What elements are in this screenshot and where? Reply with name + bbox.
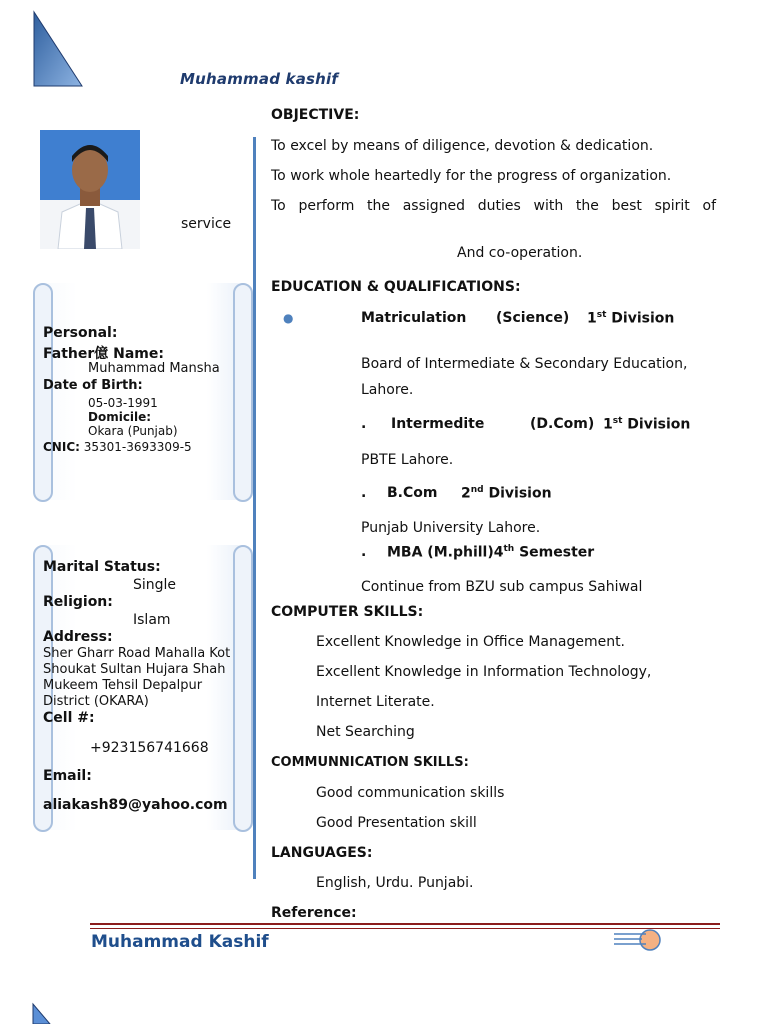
domicile-value: Okara (Punjab) — [88, 424, 178, 438]
edu-item-stream: (D.Com) — [530, 416, 595, 432]
edu-item-division: 1st Division — [587, 310, 675, 327]
edu-item-division: 2nd Division — [461, 485, 552, 502]
education-heading: EDUCATION & QUALIFICATIONS: — [271, 279, 521, 295]
communication-heading: COMMUNNICATION SKILLS: — [271, 755, 469, 770]
edu-item-division: 1st Division — [603, 416, 691, 433]
scroll-curl-right — [233, 545, 253, 832]
address-line: Shoukat Sultan Hujara Shah — [43, 662, 226, 677]
cnic-value: 35301-3693309-5 — [83, 440, 192, 454]
marital-label: Marital Status: — [43, 559, 161, 575]
computer-skill: Net Searching — [316, 724, 415, 740]
personal-heading: Personal: — [43, 325, 118, 341]
scroll-curl-right — [233, 283, 253, 502]
corner-triangle-decoration — [32, 10, 84, 88]
religion-label: Religion: — [43, 594, 113, 610]
bullet-dot: . — [361, 485, 367, 501]
computer-skill: Excellent Knowledge in Office Management. — [316, 634, 626, 650]
cnic-row — [43, 440, 192, 454]
vertical-divider — [253, 137, 256, 879]
edu-item-title: MBA (M.phill)4th Semester — [387, 544, 595, 561]
cell-label: Cell #: — [43, 710, 95, 726]
cell-value: +923156741668 — [90, 740, 209, 756]
communication-skill: Good communication skills — [316, 785, 505, 801]
edu-item-title: Intermedite — [391, 416, 485, 432]
computer-heading: COMPUTER SKILLS: — [271, 604, 424, 620]
communication-skill: Good Presentation skill — [316, 815, 477, 831]
footer-logo-icon — [612, 928, 662, 952]
bullet-dot: . — [361, 544, 367, 560]
footer-name: Muhammad Kashif — [91, 932, 269, 952]
address-line: Mukeem Tehsil Depalpur — [43, 678, 203, 693]
edu-item-institution: Punjab University Lahore. — [361, 520, 541, 536]
address-label: Address: — [43, 629, 113, 645]
edu-item-institution: Lahore. — [361, 382, 414, 398]
computer-skill: Internet Literate. — [316, 694, 435, 710]
edu-item-institution: PBTE Lahore. — [361, 452, 454, 468]
email-value[interactable]: aliakash89@yahoo.com — [43, 797, 228, 813]
objective-line: To work whole heartedly for the progress of organization. — [271, 168, 672, 184]
photo-caption: service — [181, 216, 232, 232]
edu-item-institution: Board of Intermediate & Secondary Education, — [361, 356, 688, 372]
domicile-label: Domicile: — [88, 410, 152, 424]
computer-skill: Excellent Knowledge in Information Technology, — [316, 664, 652, 680]
bullet-dot: . — [361, 416, 367, 432]
profile-photo — [40, 130, 140, 249]
objective-line: To perform the assigned duties with the best spirit of — [271, 198, 716, 214]
corner-triangle-decoration — [32, 1002, 52, 1024]
dob-label: Date of Birth: — [43, 378, 143, 393]
cnic-label: CNIC: — [43, 440, 80, 454]
marital-value: Single — [133, 577, 177, 593]
address-line: District (OKARA) — [43, 694, 149, 709]
address-line: Sher Gharr Road Mahalla Kot — [43, 646, 231, 661]
religion-value: Islam — [133, 612, 171, 628]
edu-item-stream: (Science) — [496, 310, 570, 326]
languages-heading: LANGUAGES: — [271, 845, 373, 861]
footer-rule — [90, 923, 720, 925]
edu-item-title: Matriculation — [361, 310, 467, 326]
father-value: Muhammad Mansha — [88, 361, 220, 376]
header-name: Muhammad kashif — [180, 70, 339, 88]
languages-value: English, Urdu. Punjabi. — [316, 875, 474, 891]
objective-heading: OBJECTIVE: — [271, 107, 360, 123]
address-block — [43, 646, 230, 710]
edu-item-institution: Continue from BZU sub campus Sahiwal — [361, 579, 643, 595]
objective-line: And co-operation. — [457, 245, 583, 261]
father-label: Father億 Name: — [43, 346, 164, 362]
reference-heading: Reference: — [271, 905, 357, 921]
edu-item-title: B.Com — [387, 485, 438, 501]
objective-line: To excel by means of diligence, devotion & dedication. — [271, 138, 654, 154]
email-label: Email: — [43, 768, 92, 784]
bullet-icon: ● — [283, 311, 294, 325]
dob-value: 05-03-1991 — [88, 396, 158, 410]
